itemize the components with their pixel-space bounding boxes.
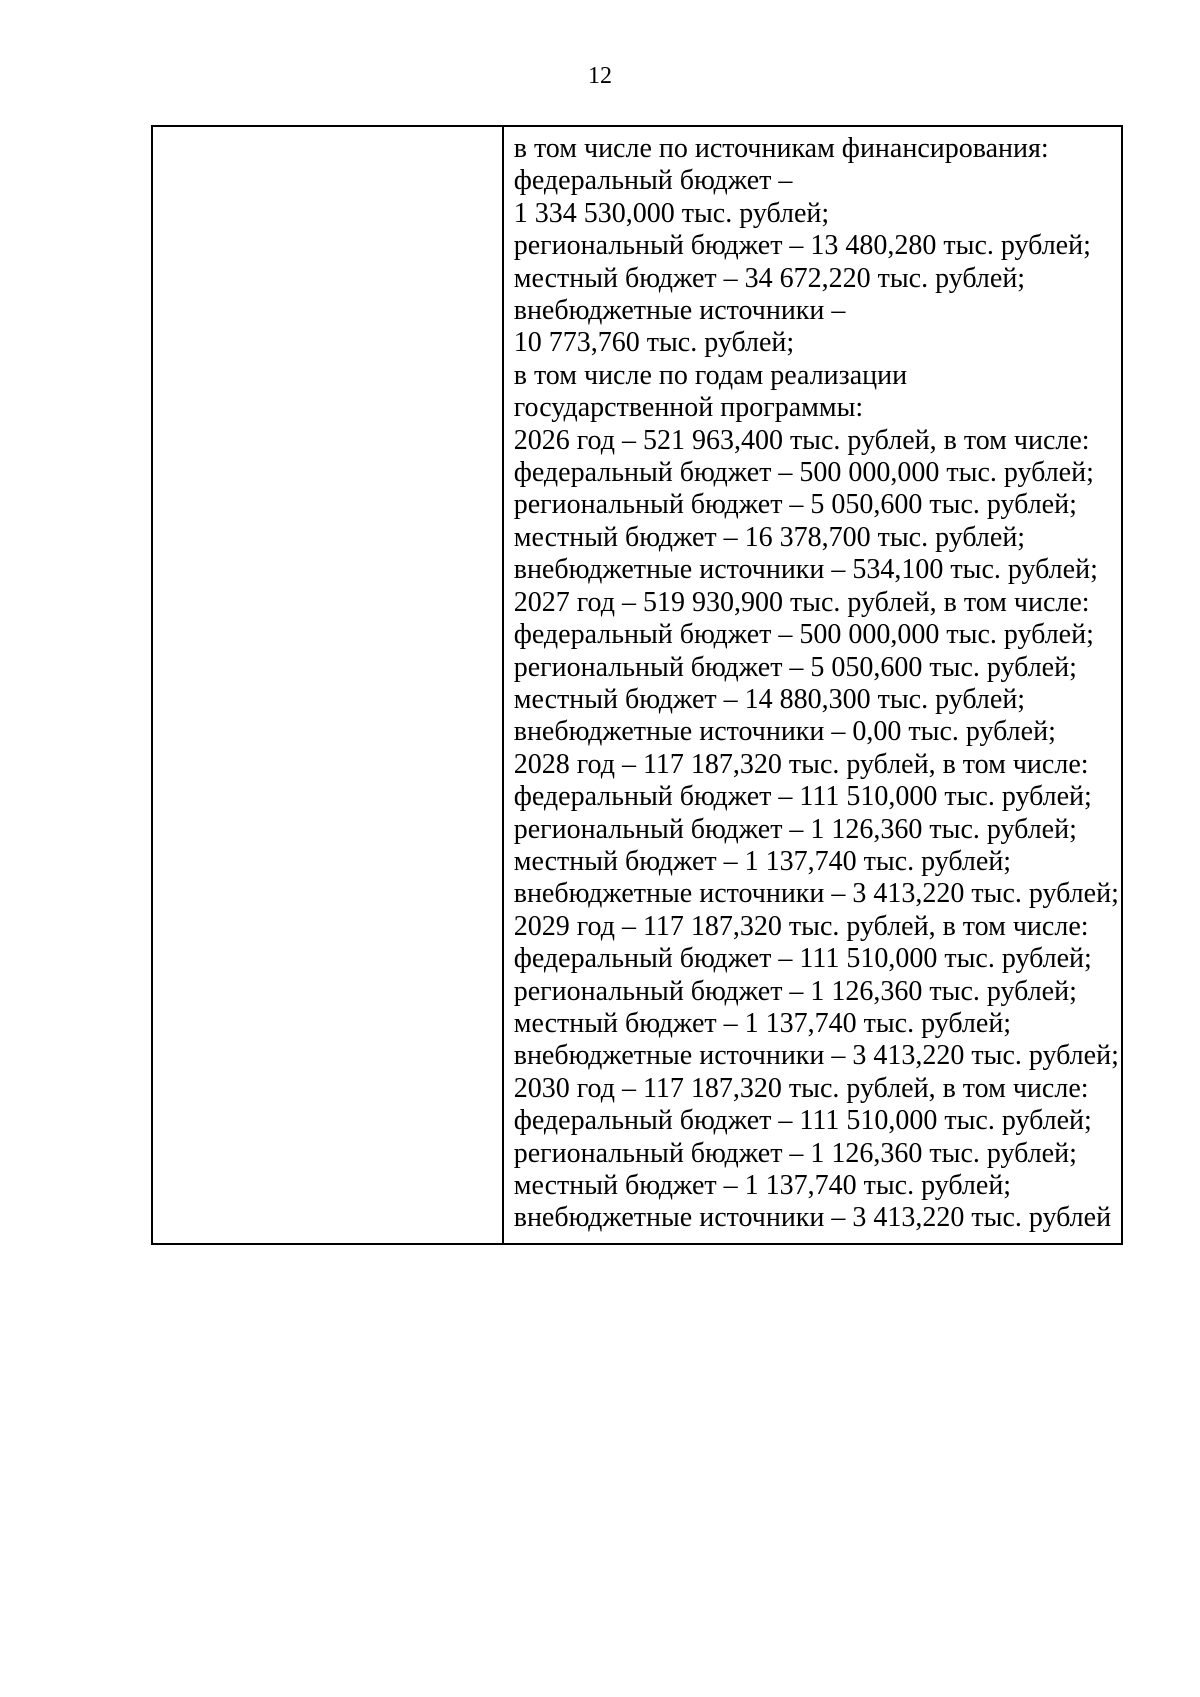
funding-line: региональный бюджет – 5 050,600 тыс. рублей;: [513, 489, 1077, 521]
funding-line: 2028 год – 117 187,320 тыс. рублей, в том числе:: [513, 748, 1089, 780]
funding-line: внебюджетные источники – 534,100 тыс. рублей;: [513, 554, 1098, 586]
funding-line: местный бюджет – 34 672,220 тыс. рублей;: [513, 262, 1026, 294]
funding-line: региональный бюджет – 1 126,360 тыс. рублей;: [513, 813, 1077, 845]
funding-line: местный бюджет – 1 137,740 тыс. рублей;: [513, 1170, 1012, 1201]
funding-line: федеральный бюджет – 500 000,000 тыс. рублей;: [513, 457, 1094, 489]
funding-line: федеральный бюджет –: [513, 165, 793, 197]
funding-table: [151, 125, 1123, 1245]
funding-line: федеральный бюджет – 500 000,000 тыс. рублей;: [513, 619, 1094, 651]
funding-text-block: [504, 127, 1121, 1243]
funding-line: федеральный бюджет – 111 510,000 тыс. рублей;: [513, 781, 1092, 813]
funding-line: федеральный бюджет – 111 510,000 тыс. рублей;: [513, 1105, 1092, 1137]
funding-line: региональный бюджет – 13 480,280 тыс. рублей;: [513, 230, 1091, 262]
funding-line: федеральный бюджет – 111 510,000 тыс. рублей;: [513, 943, 1092, 975]
funding-line: 10 773,760 тыс. рублей;: [513, 327, 795, 359]
funding-line: региональный бюджет – 1 126,360 тыс. рублей;: [513, 1137, 1077, 1169]
funding-line: местный бюджет – 1 137,740 тыс. рублей;: [513, 1007, 1012, 1039]
funding-line: внебюджетные источники – 3 413,220 тыс. рублей;: [513, 1040, 1119, 1072]
funding-line: внебюджетные источники –: [513, 295, 846, 327]
table-row: [152, 126, 1122, 1244]
table-cell-label: [152, 126, 503, 1244]
funding-line: региональный бюджет – 5 050,600 тыс. рублей;: [513, 651, 1077, 683]
funding-line: 2029 год – 117 187,320 тыс. рублей, в том числе:: [513, 910, 1089, 942]
funding-line: в том числе по источникам финансирования:: [513, 133, 1049, 164]
funding-line: местный бюджет – 14 880,300 тыс. рублей;: [513, 683, 1026, 715]
funding-line: местный бюджет – 16 378,700 тыс. рублей;: [513, 521, 1026, 553]
funding-line: внебюджетные источники – 0,00 тыс. рублей;: [513, 716, 1056, 748]
funding-line: внебюджетные источники – 3 413,220 тыс. рублей;: [513, 878, 1119, 910]
funding-line: 1 334 530,000 тыс. рублей;: [513, 197, 830, 229]
funding-line: региональный бюджет – 1 126,360 тыс. рублей;: [513, 975, 1077, 1007]
funding-line: местный бюджет – 1 137,740 тыс. рублей;: [513, 845, 1012, 877]
funding-line: государственной программы:: [513, 392, 864, 424]
funding-line: внебюджетные источники – 3 413,220 тыс. рублей: [513, 1202, 1112, 1234]
funding-line: 2027 год – 519 930,900 тыс. рублей, в том числе:: [513, 586, 1090, 618]
funding-line: в том числе по годам реализации: [513, 359, 908, 391]
funding-line: 2030 год – 117 187,320 тыс. рублей, в том числе:: [513, 1072, 1089, 1104]
table-cell-funding: [503, 126, 1122, 1244]
funding-line: 2026 год – 521 963,400 тыс. рублей, в том числе:: [513, 424, 1090, 456]
page-number: 12: [588, 63, 612, 89]
